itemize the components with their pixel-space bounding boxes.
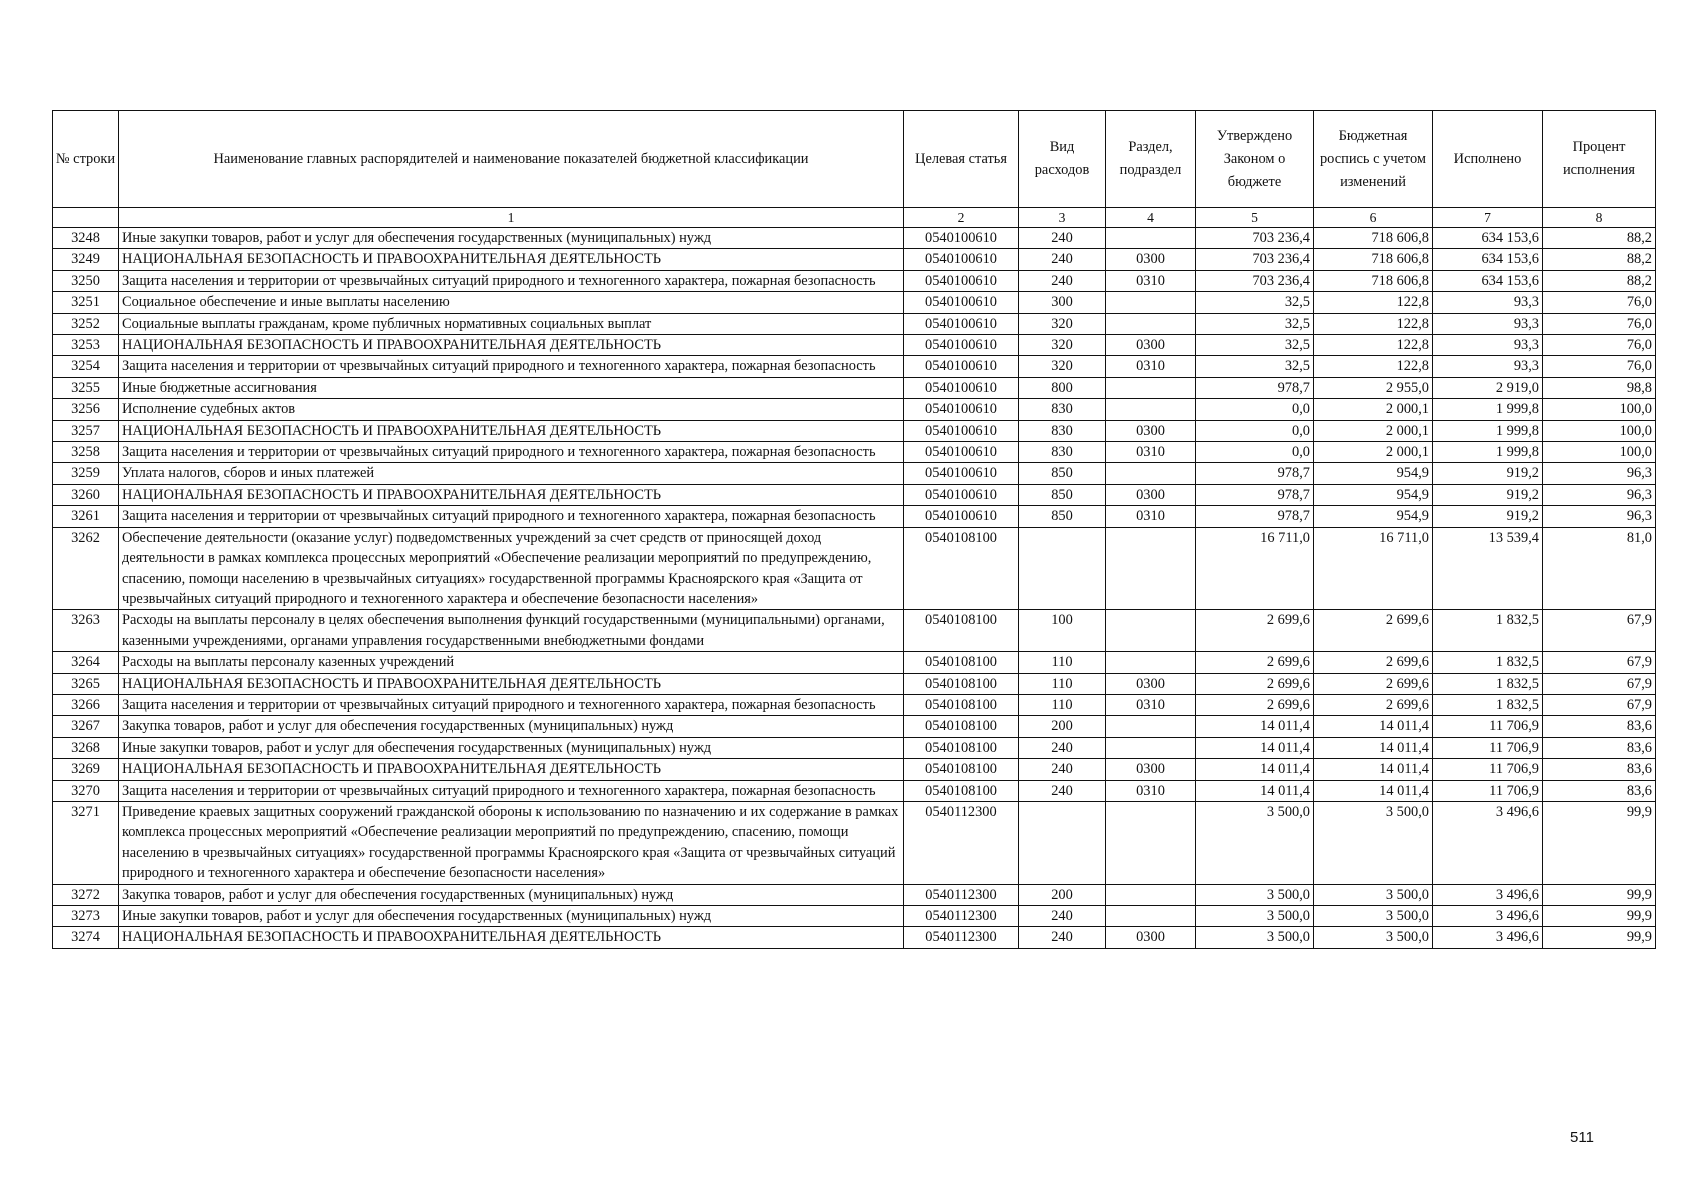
- row-name: Иные закупки товаров, работ и услуг для обеспечения государственных (муниципальных) нужд: [119, 906, 904, 927]
- row-name: Социальные выплаты гражданам, кроме публичных нормативных социальных выплат: [119, 313, 904, 334]
- row-number: 3248: [53, 228, 119, 249]
- budget-list-amount: 14 011,4: [1314, 716, 1433, 737]
- header-approved: Утверждено Законом о бюджете: [1196, 111, 1314, 208]
- row-number: 3258: [53, 442, 119, 463]
- executed-amount: 1 999,8: [1433, 399, 1543, 420]
- row-number: 3262: [53, 527, 119, 610]
- section-code: 0310: [1106, 270, 1196, 291]
- execution-percent: 83,6: [1543, 737, 1656, 758]
- row-name: НАЦИОНАЛЬНАЯ БЕЗОПАСНОСТЬ И ПРАВООХРАНИТЕЛЬНАЯ ДЕЯТЕЛЬНОСТЬ: [119, 335, 904, 356]
- row-number: 3259: [53, 463, 119, 484]
- section-code: 0310: [1106, 506, 1196, 527]
- target-article: 0540100610: [904, 335, 1019, 356]
- expense-type: 110: [1019, 673, 1106, 694]
- budget-list-amount: 122,8: [1314, 335, 1433, 356]
- row-number: 3269: [53, 759, 119, 780]
- table-row: [53, 313, 1656, 334]
- section-code: [1106, 884, 1196, 905]
- expense-type: 110: [1019, 652, 1106, 673]
- approved-amount: 3 500,0: [1196, 884, 1314, 905]
- expense-type: 110: [1019, 694, 1106, 715]
- executed-amount: 11 706,9: [1433, 737, 1543, 758]
- row-number: 3260: [53, 484, 119, 505]
- budget-list-amount: 2 699,6: [1314, 694, 1433, 715]
- executed-amount: 93,3: [1433, 313, 1543, 334]
- row-number: 3261: [53, 506, 119, 527]
- table-row: [53, 442, 1656, 463]
- expense-type: 240: [1019, 927, 1106, 948]
- row-name: Расходы на выплаты персоналу в целях обеспечения выполнения функций государственными (муниципальными) органами, казенными учреждениями, органами управления государственными внебюджетными фондами: [119, 610, 904, 652]
- row-number: 3254: [53, 356, 119, 377]
- row-name: Защита населения и территории от чрезвычайных ситуаций природного и техногенного характера, пожарная безопасность: [119, 506, 904, 527]
- budget-list-amount: 3 500,0: [1314, 884, 1433, 905]
- table-row: [53, 927, 1656, 948]
- target-article: 0540100610: [904, 228, 1019, 249]
- approved-amount: 978,7: [1196, 463, 1314, 484]
- table-row: [53, 377, 1656, 398]
- row-number: 3267: [53, 716, 119, 737]
- approved-amount: 703 236,4: [1196, 270, 1314, 291]
- executed-amount: 93,3: [1433, 335, 1543, 356]
- executed-amount: 3 496,6: [1433, 927, 1543, 948]
- execution-percent: 83,6: [1543, 759, 1656, 780]
- section-code: [1106, 906, 1196, 927]
- section-code: 0300: [1106, 335, 1196, 356]
- target-article: 0540112300: [904, 906, 1019, 927]
- target-article: 0540100610: [904, 506, 1019, 527]
- executed-amount: 634 153,6: [1433, 249, 1543, 270]
- expense-type: 240: [1019, 737, 1106, 758]
- table-row: [53, 399, 1656, 420]
- section-code: [1106, 610, 1196, 652]
- executed-amount: 11 706,9: [1433, 759, 1543, 780]
- header-row: [53, 111, 1656, 208]
- expense-type: 240: [1019, 228, 1106, 249]
- target-article: 0540100610: [904, 442, 1019, 463]
- table-row: [53, 737, 1656, 758]
- row-name: НАЦИОНАЛЬНАЯ БЕЗОПАСНОСТЬ И ПРАВООХРАНИТЕЛЬНАЯ ДЕЯТЕЛЬНОСТЬ: [119, 927, 904, 948]
- row-name: НАЦИОНАЛЬНАЯ БЕЗОПАСНОСТЬ И ПРАВООХРАНИТЕЛЬНАЯ ДЕЯТЕЛЬНОСТЬ: [119, 249, 904, 270]
- table-row: [53, 884, 1656, 905]
- execution-percent: 98,8: [1543, 377, 1656, 398]
- budget-list-amount: 16 711,0: [1314, 527, 1433, 610]
- budget-list-amount: 2 000,1: [1314, 399, 1433, 420]
- column-number: 2: [904, 208, 1019, 228]
- section-code: [1106, 527, 1196, 610]
- execution-percent: 96,3: [1543, 506, 1656, 527]
- expense-type: 800: [1019, 377, 1106, 398]
- budget-list-amount: 3 500,0: [1314, 927, 1433, 948]
- approved-amount: 703 236,4: [1196, 249, 1314, 270]
- section-code: [1106, 313, 1196, 334]
- target-article: 0540108100: [904, 759, 1019, 780]
- table-row: [53, 906, 1656, 927]
- executed-amount: 13 539,4: [1433, 527, 1543, 610]
- target-article: 0540108100: [904, 694, 1019, 715]
- expense-type: 320: [1019, 335, 1106, 356]
- row-name: Иные закупки товаров, работ и услуг для обеспечения государственных (муниципальных) нужд: [119, 228, 904, 249]
- row-name: Защита населения и территории от чрезвычайных ситуаций природного и техногенного характера, пожарная безопасность: [119, 442, 904, 463]
- section-code: 0300: [1106, 420, 1196, 441]
- row-number: 3251: [53, 292, 119, 313]
- budget-list-amount: 14 011,4: [1314, 780, 1433, 801]
- row-number: 3265: [53, 673, 119, 694]
- execution-percent: 83,6: [1543, 780, 1656, 801]
- approved-amount: 2 699,6: [1196, 673, 1314, 694]
- approved-amount: 703 236,4: [1196, 228, 1314, 249]
- budget-list-amount: 718 606,8: [1314, 228, 1433, 249]
- approved-amount: 14 011,4: [1196, 780, 1314, 801]
- row-number: 3264: [53, 652, 119, 673]
- executed-amount: 634 153,6: [1433, 228, 1543, 249]
- target-article: 0540100610: [904, 249, 1019, 270]
- row-name: НАЦИОНАЛЬНАЯ БЕЗОПАСНОСТЬ И ПРАВООХРАНИТЕЛЬНАЯ ДЕЯТЕЛЬНОСТЬ: [119, 484, 904, 505]
- section-code: [1106, 716, 1196, 737]
- table-row: [53, 527, 1656, 610]
- row-number: 3256: [53, 399, 119, 420]
- table-row: [53, 484, 1656, 505]
- executed-amount: 1 999,8: [1433, 442, 1543, 463]
- table-row: [53, 335, 1656, 356]
- budget-list-amount: 122,8: [1314, 356, 1433, 377]
- execution-percent: 88,2: [1543, 228, 1656, 249]
- row-name: Защита населения и территории от чрезвычайных ситуаций природного и техногенного характера, пожарная безопасность: [119, 356, 904, 377]
- expense-type: 320: [1019, 356, 1106, 377]
- header-name: Наименование главных распорядителей и наименование показателей бюджетной классификации: [119, 111, 904, 208]
- table-row: [53, 249, 1656, 270]
- row-number: 3270: [53, 780, 119, 801]
- executed-amount: 1 832,5: [1433, 610, 1543, 652]
- row-name: Исполнение судебных актов: [119, 399, 904, 420]
- row-name: Закупка товаров, работ и услуг для обеспечения государственных (муниципальных) нужд: [119, 884, 904, 905]
- target-article: 0540100610: [904, 313, 1019, 334]
- executed-amount: 1 832,5: [1433, 673, 1543, 694]
- table-row: [53, 228, 1656, 249]
- section-code: 0310: [1106, 694, 1196, 715]
- row-number: 3268: [53, 737, 119, 758]
- row-number: 3271: [53, 801, 119, 884]
- target-article: 0540100610: [904, 399, 1019, 420]
- expense-type: 850: [1019, 506, 1106, 527]
- table-row: [53, 356, 1656, 377]
- target-article: 0540112300: [904, 927, 1019, 948]
- execution-percent: 67,9: [1543, 652, 1656, 673]
- execution-percent: 83,6: [1543, 716, 1656, 737]
- target-article: 0540108100: [904, 737, 1019, 758]
- table-row: [53, 716, 1656, 737]
- execution-percent: 67,9: [1543, 694, 1656, 715]
- expense-type: 240: [1019, 759, 1106, 780]
- target-article: 0540100610: [904, 292, 1019, 313]
- row-number: 3274: [53, 927, 119, 948]
- target-article: 0540108100: [904, 716, 1019, 737]
- row-name: Социальное обеспечение и иные выплаты населению: [119, 292, 904, 313]
- table-row: [53, 801, 1656, 884]
- target-article: 0540100610: [904, 377, 1019, 398]
- approved-amount: 14 011,4: [1196, 737, 1314, 758]
- target-article: 0540100610: [904, 356, 1019, 377]
- section-code: [1106, 377, 1196, 398]
- section-code: 0300: [1106, 673, 1196, 694]
- section-code: [1106, 801, 1196, 884]
- budget-list-amount: 2 000,1: [1314, 420, 1433, 441]
- budget-list-amount: 2 000,1: [1314, 442, 1433, 463]
- execution-percent: 96,3: [1543, 463, 1656, 484]
- execution-percent: 88,2: [1543, 270, 1656, 291]
- expense-type: 200: [1019, 884, 1106, 905]
- execution-percent: 100,0: [1543, 399, 1656, 420]
- section-code: 0300: [1106, 927, 1196, 948]
- expense-type: 830: [1019, 399, 1106, 420]
- execution-percent: 99,9: [1543, 884, 1656, 905]
- executed-amount: 11 706,9: [1433, 780, 1543, 801]
- row-name: Защита населения и территории от чрезвычайных ситуаций природного и техногенного характера, пожарная безопасность: [119, 694, 904, 715]
- execution-percent: 76,0: [1543, 335, 1656, 356]
- approved-amount: 32,5: [1196, 292, 1314, 313]
- expense-type: 830: [1019, 442, 1106, 463]
- budget-list-amount: 122,8: [1314, 292, 1433, 313]
- approved-amount: 0,0: [1196, 420, 1314, 441]
- row-name: НАЦИОНАЛЬНАЯ БЕЗОПАСНОСТЬ И ПРАВООХРАНИТЕЛЬНАЯ ДЕЯТЕЛЬНОСТЬ: [119, 759, 904, 780]
- table-row: [53, 673, 1656, 694]
- table-row: [53, 463, 1656, 484]
- executed-amount: 919,2: [1433, 506, 1543, 527]
- executed-amount: 93,3: [1433, 292, 1543, 313]
- budget-list-amount: 2 955,0: [1314, 377, 1433, 398]
- execution-percent: 76,0: [1543, 292, 1656, 313]
- row-number: 3263: [53, 610, 119, 652]
- expense-type: 200: [1019, 716, 1106, 737]
- row-name: Приведение краевых защитных сооружений гражданской обороны к использованию по назначению и их содержание в рамках комплекса процессных мероприятий «Обеспечение реализации мероприятий по предупреждению, спасению, помощи населению в чрезвычайных ситуациях» государственной программы Красноярского края «Защита от чрезвычайных ситуаций природного и техногенного характера и обеспечение безопасности населения»: [119, 801, 904, 884]
- budget-list-amount: 954,9: [1314, 463, 1433, 484]
- budget-table: [52, 110, 1656, 949]
- column-number: 8: [1543, 208, 1656, 228]
- expense-type: 240: [1019, 780, 1106, 801]
- budget-list-amount: 2 699,6: [1314, 673, 1433, 694]
- execution-percent: 76,0: [1543, 313, 1656, 334]
- section-code: [1106, 228, 1196, 249]
- executed-amount: 11 706,9: [1433, 716, 1543, 737]
- expense-type: [1019, 527, 1106, 610]
- executed-amount: 919,2: [1433, 463, 1543, 484]
- row-number: 3250: [53, 270, 119, 291]
- row-number: 3266: [53, 694, 119, 715]
- approved-amount: 2 699,6: [1196, 610, 1314, 652]
- row-number: 3249: [53, 249, 119, 270]
- column-number: 7: [1433, 208, 1543, 228]
- header-target-article: Целевая статья: [904, 111, 1019, 208]
- approved-amount: 2 699,6: [1196, 652, 1314, 673]
- expense-type: 300: [1019, 292, 1106, 313]
- table-row: [53, 420, 1656, 441]
- target-article: 0540100610: [904, 463, 1019, 484]
- target-article: 0540100610: [904, 270, 1019, 291]
- section-code: 0300: [1106, 484, 1196, 505]
- header-expense-type: Вид расходов: [1019, 111, 1106, 208]
- execution-percent: 99,9: [1543, 927, 1656, 948]
- target-article: 0540108100: [904, 652, 1019, 673]
- budget-list-amount: 14 011,4: [1314, 737, 1433, 758]
- target-article: 0540112300: [904, 884, 1019, 905]
- expense-type: 830: [1019, 420, 1106, 441]
- approved-amount: 32,5: [1196, 313, 1314, 334]
- executed-amount: 634 153,6: [1433, 270, 1543, 291]
- target-article: 0540108100: [904, 780, 1019, 801]
- expense-type: 320: [1019, 313, 1106, 334]
- execution-percent: 99,9: [1543, 801, 1656, 884]
- expense-type: 240: [1019, 906, 1106, 927]
- row-name: НАЦИОНАЛЬНАЯ БЕЗОПАСНОСТЬ И ПРАВООХРАНИТЕЛЬНАЯ ДЕЯТЕЛЬНОСТЬ: [119, 420, 904, 441]
- row-name: Уплата налогов, сборов и иных платежей: [119, 463, 904, 484]
- section-code: [1106, 652, 1196, 673]
- column-number: [53, 208, 119, 228]
- approved-amount: 32,5: [1196, 356, 1314, 377]
- row-name: Защита населения и территории от чрезвычайных ситуаций природного и техногенного характера, пожарная безопасность: [119, 270, 904, 291]
- section-code: 0310: [1106, 356, 1196, 377]
- table-row: [53, 759, 1656, 780]
- header-section: Раздел, подраздел: [1106, 111, 1196, 208]
- table-body: [53, 228, 1656, 949]
- executed-amount: 3 496,6: [1433, 884, 1543, 905]
- budget-list-amount: 3 500,0: [1314, 906, 1433, 927]
- expense-type: 850: [1019, 484, 1106, 505]
- execution-percent: 96,3: [1543, 484, 1656, 505]
- target-article: 0540108100: [904, 527, 1019, 610]
- execution-percent: 67,9: [1543, 610, 1656, 652]
- row-name: Расходы на выплаты персоналу казенных учреждений: [119, 652, 904, 673]
- target-article: 0540112300: [904, 801, 1019, 884]
- budget-list-amount: 954,9: [1314, 484, 1433, 505]
- approved-amount: 14 011,4: [1196, 759, 1314, 780]
- column-number: 1: [119, 208, 904, 228]
- section-code: [1106, 463, 1196, 484]
- executed-amount: 1 999,8: [1433, 420, 1543, 441]
- executed-amount: 3 496,6: [1433, 801, 1543, 884]
- approved-amount: 16 711,0: [1196, 527, 1314, 610]
- execution-percent: 99,9: [1543, 906, 1656, 927]
- section-code: 0310: [1106, 780, 1196, 801]
- execution-percent: 100,0: [1543, 442, 1656, 463]
- column-number: 6: [1314, 208, 1433, 228]
- row-name: Иные закупки товаров, работ и услуг для обеспечения государственных (муниципальных) нужд: [119, 737, 904, 758]
- budget-list-amount: 954,9: [1314, 506, 1433, 527]
- budget-list-amount: 122,8: [1314, 313, 1433, 334]
- column-number: 4: [1106, 208, 1196, 228]
- section-code: [1106, 399, 1196, 420]
- row-number: 3252: [53, 313, 119, 334]
- executed-amount: 3 496,6: [1433, 906, 1543, 927]
- budget-list-amount: 3 500,0: [1314, 801, 1433, 884]
- execution-percent: 76,0: [1543, 356, 1656, 377]
- row-name: Обеспечение деятельности (оказание услуг) подведомственных учреждений за счет средств от приносящей доход деятельности в рамках комплекса процессных мероприятий «Обеспечение реализации мероприятий по предупреждению, спасению, помощи населению в чрезвычайных ситуациях» государственной программы Красноярского края «Защита от чрезвычайных ситуаций природного и техногенного характера и обеспечение безопасности населения»: [119, 527, 904, 610]
- table-row: [53, 610, 1656, 652]
- approved-amount: 3 500,0: [1196, 927, 1314, 948]
- target-article: 0540100610: [904, 420, 1019, 441]
- row-number: 3255: [53, 377, 119, 398]
- budget-list-amount: 2 699,6: [1314, 652, 1433, 673]
- expense-type: 240: [1019, 249, 1106, 270]
- execution-percent: 67,9: [1543, 673, 1656, 694]
- header-executed: Исполнено: [1433, 111, 1543, 208]
- approved-amount: 978,7: [1196, 506, 1314, 527]
- row-number: 3272: [53, 884, 119, 905]
- row-number: 3257: [53, 420, 119, 441]
- budget-list-amount: 718 606,8: [1314, 270, 1433, 291]
- expense-type: 100: [1019, 610, 1106, 652]
- budget-list-amount: 2 699,6: [1314, 610, 1433, 652]
- approved-amount: 0,0: [1196, 399, 1314, 420]
- approved-amount: 978,7: [1196, 377, 1314, 398]
- expense-type: [1019, 801, 1106, 884]
- table-row: [53, 780, 1656, 801]
- table-row: [53, 694, 1656, 715]
- executed-amount: 93,3: [1433, 356, 1543, 377]
- column-number: 3: [1019, 208, 1106, 228]
- header-budget-list: Бюджетная роспись с учетом изменений: [1314, 111, 1433, 208]
- expense-type: 240: [1019, 270, 1106, 291]
- row-name: Защита населения и территории от чрезвычайных ситуаций природного и техногенного характера, пожарная безопасность: [119, 780, 904, 801]
- row-number: 3273: [53, 906, 119, 927]
- target-article: 0540108100: [904, 610, 1019, 652]
- section-code: [1106, 737, 1196, 758]
- approved-amount: 3 500,0: [1196, 801, 1314, 884]
- execution-percent: 81,0: [1543, 527, 1656, 610]
- section-code: [1106, 292, 1196, 313]
- column-number-row: [53, 208, 1656, 228]
- section-code: 0310: [1106, 442, 1196, 463]
- approved-amount: 32,5: [1196, 335, 1314, 356]
- table-row: [53, 292, 1656, 313]
- header-row-number: № строки: [53, 111, 119, 208]
- target-article: 0540100610: [904, 484, 1019, 505]
- execution-percent: 88,2: [1543, 249, 1656, 270]
- budget-list-amount: 14 011,4: [1314, 759, 1433, 780]
- approved-amount: 3 500,0: [1196, 906, 1314, 927]
- executed-amount: 1 832,5: [1433, 652, 1543, 673]
- row-name: Иные бюджетные ассигнования: [119, 377, 904, 398]
- column-number: 5: [1196, 208, 1314, 228]
- section-code: 0300: [1106, 759, 1196, 780]
- executed-amount: 1 832,5: [1433, 694, 1543, 715]
- table-row: [53, 652, 1656, 673]
- row-name: Закупка товаров, работ и услуг для обеспечения государственных (муниципальных) нужд: [119, 716, 904, 737]
- row-number: 3253: [53, 335, 119, 356]
- executed-amount: 2 919,0: [1433, 377, 1543, 398]
- target-article: 0540108100: [904, 673, 1019, 694]
- section-code: 0300: [1106, 249, 1196, 270]
- row-name: НАЦИОНАЛЬНАЯ БЕЗОПАСНОСТЬ И ПРАВООХРАНИТЕЛЬНАЯ ДЕЯТЕЛЬНОСТЬ: [119, 673, 904, 694]
- approved-amount: 978,7: [1196, 484, 1314, 505]
- approved-amount: 14 011,4: [1196, 716, 1314, 737]
- page-number: 511: [1570, 1129, 1594, 1146]
- execution-percent: 100,0: [1543, 420, 1656, 441]
- approved-amount: 2 699,6: [1196, 694, 1314, 715]
- table-row: [53, 270, 1656, 291]
- approved-amount: 0,0: [1196, 442, 1314, 463]
- budget-list-amount: 718 606,8: [1314, 249, 1433, 270]
- header-percent: Процент исполнения: [1543, 111, 1656, 208]
- executed-amount: 919,2: [1433, 484, 1543, 505]
- table-row: [53, 506, 1656, 527]
- expense-type: 850: [1019, 463, 1106, 484]
